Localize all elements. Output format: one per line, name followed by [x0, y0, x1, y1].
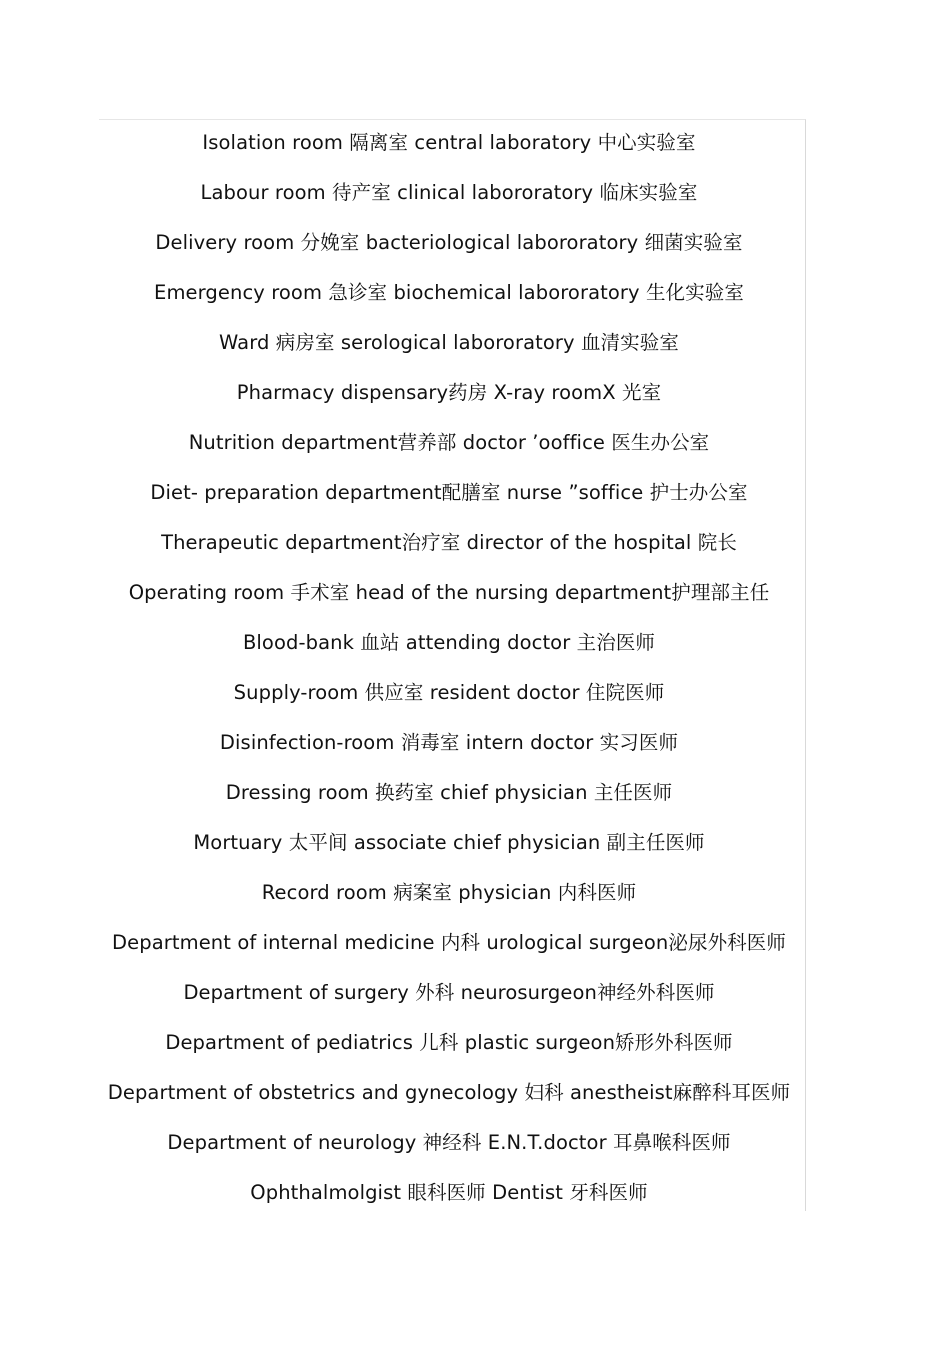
vocabulary-line: Therapeutic department治疗室 director of the hospital 院长: [161, 531, 737, 554]
vocabulary-line: Emergency room 急诊室 biochemical labororatory 生化实验室: [154, 281, 744, 304]
vocabulary-line: Department of internal medicine 内科 urological surgeon泌尿外科医师: [112, 931, 786, 954]
vocabulary-line: Operating room 手术室 head of the nursing department护理部主任: [128, 581, 770, 604]
vocabulary-line: Pharmacy dispensary药房 X-ray roomX 光室: [236, 381, 662, 404]
vocabulary-line: Dressing room 换药室 chief physician 主任医师: [225, 781, 673, 804]
vocabulary-line: Isolation room 隔离室 central laboratory 中心实验室: [202, 131, 696, 154]
vocabulary-line: Mortuary 太平间 associate chief physician 副主任医师: [193, 831, 705, 854]
vocabulary-line: Diet- preparation department配膳室 nurse ”soffice 护士办公室: [150, 481, 748, 504]
vocabulary-line: Ward 病房室 serological labororatory 血清实验室: [219, 331, 679, 354]
vocabulary-line: Disinfection-room 消毒室 intern doctor 实习医师: [219, 731, 679, 754]
vocabulary-line: Delivery room 分娩室 bacteriological labororatory 细菌实验室: [155, 231, 743, 254]
vocabulary-line: Labour room 待产室 clinical labororatory 临床实验室: [200, 181, 698, 204]
vocabulary-line: Blood-bank 血站 attending doctor 主治医师: [242, 631, 656, 654]
vocabulary-line: Department of surgery 外科 neurosurgeon神经外科医师: [183, 981, 715, 1004]
vocabulary-line: Department of pediatrics 儿科 plastic surgeon矫形外科医师: [165, 1031, 733, 1054]
vocabulary-line: Department of neurology 神经科 E.N.T.doctor 耳鼻喉科医师: [167, 1131, 731, 1154]
vocabulary-line: Ophthalmolgist 眼科医师 Dentist 牙科医师: [250, 1181, 648, 1204]
vocabulary-line: Record room 病案室 physician 内科医师: [261, 881, 637, 904]
vocabulary-line: Supply-room 供应室 resident doctor 住院医师: [233, 681, 665, 704]
vocabulary-line: Nutrition department营养部 doctor ’ooffice 医生办公室: [188, 431, 710, 454]
vocabulary-line: Department of obstetrics and gynecology 妇科 anestheist麻醉科耳医师: [107, 1081, 791, 1104]
vocabulary-list: [99, 118, 799, 1218]
